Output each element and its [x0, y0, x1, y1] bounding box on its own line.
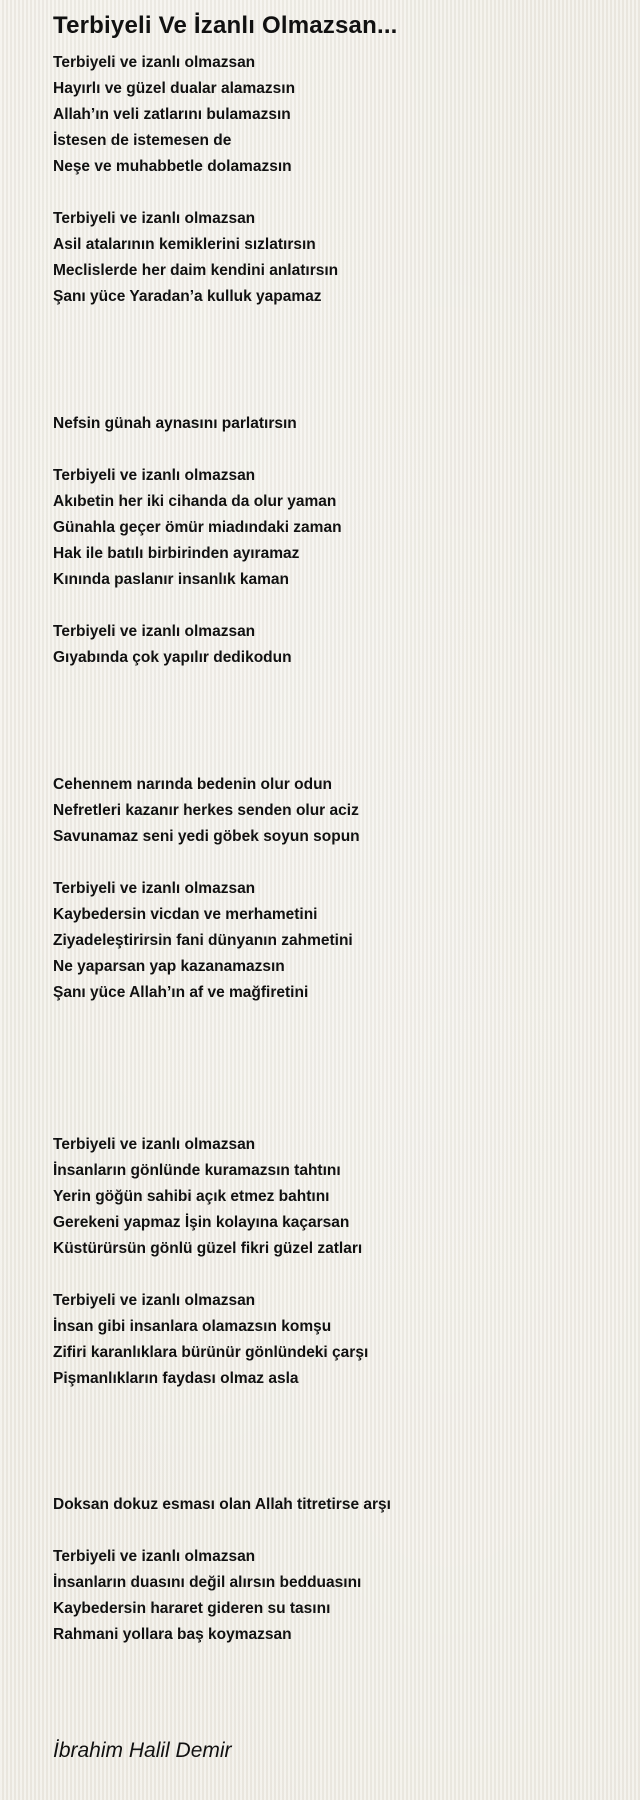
- poem-line: Asil atalarının kemiklerini sızlatırsın: [53, 236, 316, 253]
- poem-line: Terbiyeli ve izanlı olmazsan: [53, 210, 256, 227]
- poem-line: Yerin göğün sahibi açık etmez bahtını: [53, 1188, 330, 1205]
- poem-line: Şanı yüce Allah’ın af ve mağfiretini: [53, 984, 309, 1001]
- stanza-9: [53, 1288, 368, 1392]
- stanza-2: [53, 206, 338, 310]
- poem-line: Ziyadeleştirirsin fani dünyanın zahmetini: [53, 932, 353, 949]
- poem-line: Şanı yüce Yaradan’a kulluk yapamaz: [53, 288, 322, 305]
- poem-line: Nefretleri kazanır herkes senden olur aciz: [53, 802, 359, 819]
- poem-line: Kaybedersin vicdan ve merhametini: [53, 906, 318, 923]
- poem-line: Hak ile batılı birbirinden ayıramaz: [53, 545, 300, 562]
- stanza-3: [53, 411, 297, 437]
- poem-line: Cehennem narında bedenin olur odun: [53, 776, 333, 793]
- poem-line: Akıbetin her iki cihanda da olur yaman: [53, 493, 337, 510]
- poem-line: Kınında paslanır insanlık kaman: [53, 571, 290, 588]
- stanza-11: [53, 1544, 361, 1648]
- stanza-10: [53, 1492, 391, 1518]
- poem-line: Nefsin günah aynasını parlatırsın: [53, 415, 297, 432]
- poem-line: Neşe ve muhabbetle dolamazsın: [53, 158, 292, 175]
- poem-author: İbrahim Halil Demir: [53, 1739, 232, 1762]
- poem-line: Rahmani yollara baş koymazsan: [53, 1626, 292, 1643]
- poem-line: Terbiyeli ve izanlı olmazsan: [53, 54, 256, 71]
- stanza-5: [53, 619, 292, 671]
- poem-line: Kaybedersin hararet gideren su tasını: [53, 1600, 331, 1617]
- poem-line: İnsan gibi insanlara olamazsın komşu: [53, 1318, 332, 1335]
- poem-line: Savunamaz seni yedi göbek soyun sopun: [53, 828, 360, 845]
- poem-line: Gerekeni yapmaz İşin kolayına kaçarsan: [53, 1214, 350, 1231]
- poem-line: İstesen de istemesen de: [53, 132, 232, 149]
- poem-line: Terbiyeli ve izanlı olmazsan: [53, 1136, 256, 1153]
- poem-line: Küstürürsün gönlü güzel fikri güzel zatları: [53, 1240, 363, 1257]
- poem-line: Ne yaparsan yap kazanamazsın: [53, 958, 285, 975]
- poem-line: Terbiyeli ve izanlı olmazsan: [53, 467, 256, 484]
- poem-title: Terbiyeli Ve İzanlı Olmazsan...: [53, 12, 398, 39]
- poem-line: Doksan dokuz esması olan Allah titretirse arşı: [53, 1496, 391, 1513]
- poem-line: İnsanların gönlünde kuramazsın tahtını: [53, 1162, 341, 1179]
- poem-line: İnsanların duasını değil alırsın bedduasını: [53, 1574, 362, 1591]
- stanza-7: [53, 876, 353, 1006]
- stanza-4: [53, 463, 342, 593]
- poem-line: Hayırlı ve güzel dualar alamazsın: [53, 80, 296, 97]
- stanza-6: [53, 772, 360, 850]
- poem-line: Günahla geçer ömür miadındaki zaman: [53, 519, 342, 536]
- poem-line: Terbiyeli ve izanlı olmazsan: [53, 623, 256, 640]
- poem-line: Meclislerde her daim kendini anlatırsın: [53, 262, 339, 279]
- poem-line: Allah’ın veli zatlarını bulamazsın: [53, 106, 291, 123]
- poem-line: Terbiyeli ve izanlı olmazsan: [53, 880, 256, 897]
- poem-line: Pişmanlıkların faydası olmaz asla: [53, 1370, 299, 1387]
- poem-line: Terbiyeli ve izanlı olmazsan: [53, 1292, 256, 1309]
- poem-line: Gıyabında çok yapılır dedikodun: [53, 649, 292, 666]
- poem-line: Zifiri karanlıklara bürünür gönlündeki çarşı: [53, 1344, 369, 1361]
- stanza-1: [53, 50, 295, 180]
- stanza-8: [53, 1132, 362, 1262]
- poem-line: Terbiyeli ve izanlı olmazsan: [53, 1548, 256, 1565]
